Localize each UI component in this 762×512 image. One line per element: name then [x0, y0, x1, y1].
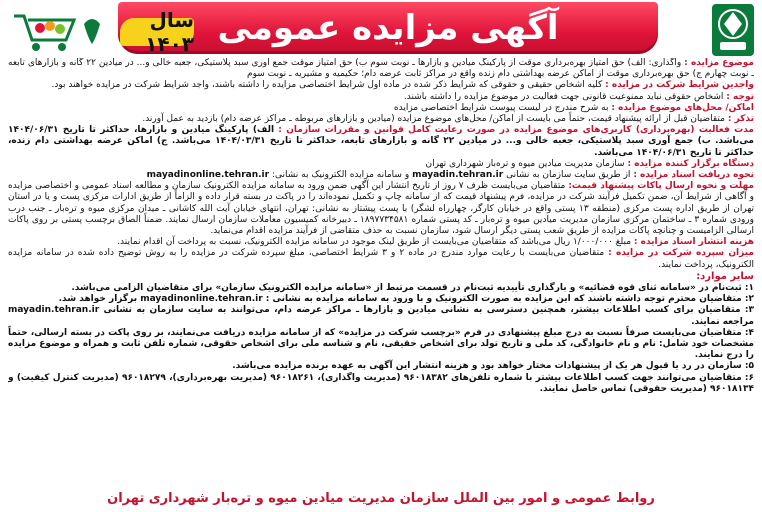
reminder-paragraph [8, 114, 754, 125]
deadline-paragraph [8, 181, 754, 237]
fee-label: هزینه انتشار اسناد مزایده : [633, 237, 754, 248]
announcement-title: آگهی مزایده عمومی [217, 8, 559, 48]
reminder-label: تذکر : [727, 114, 754, 125]
other-item: ۴: متقاضیان می‌بایست صرفاً نسبت به درج مبلغ پیشنهادی در فرم «برچسب شرکت در مزایده» که از سامانه مزایده دریافت می‌نمایند، بر روی پاکت در بسته ارسالی، حتماً مشخصات خود شامل: نام و نام خانوادگی، کد ملی و تاریخ تولد برای اشخاص حقیقی، نام و شناسه ملی برای اشخاص حقوقی، شماره تلفن ثابت و همراه و موضوع مزایده را درج نمایند. [8, 327, 754, 361]
eligibility-label: واجدین شرایط شرکت در مزایده : [605, 80, 754, 91]
footer-credit: روابط عمومی و امور بین الملل سازمان مدیریت میادین میوه و تره‌بار شهرداری تهران [107, 491, 655, 506]
deadline-label: مهلت و نحوه ارسال پاکات پیشنهاد قیمت: [568, 181, 754, 192]
documents-mid-text: و سامانه مزایده الکترونیک به نشانی: [271, 170, 410, 181]
documents-paragraph [8, 170, 754, 181]
duration-label: مدت فعالیت (بهره‌برداری) کاربری‌های موضوع مزایده در صورت رعایت کامل قوانین و مقررات سازمان : [278, 125, 754, 136]
subject-paragraph [8, 58, 754, 80]
note-paragraph [8, 92, 754, 103]
other-items-heading: سایر موارد: [696, 270, 754, 282]
shopping-cart-icon [4, 4, 114, 54]
locations-text: به شرح مندرج در لیست پیوست شرایط اختصاصی مزایده [393, 102, 609, 113]
other-item: ۲: متقاضیان محترم توجه داشته باشند که این مزایده به صورت الکترونیک و با ورود به سامانه مزایده به نشانی : mayadinonline.tehran.ir برگزار خواهد شد. [58, 294, 754, 305]
other-items-title [8, 271, 754, 283]
deposit-label: میزان سپرده شرکت در مزایده : [608, 248, 754, 259]
eligibility-text: کلیه اشخاص حقیقی و حقوقی که شرایط ذکر شده در ماده اول شرایط اختصاصی مزایده را داشته باشند، واجد شرایط شرکت در مزایده خواهند بود. [51, 80, 603, 91]
organizer-text: سازمان مدیریت میادین میوه و تره‌بار شهرداری تهران [425, 158, 625, 169]
fee-paragraph [8, 237, 754, 248]
year-badge [120, 8, 194, 56]
subject-text: واگذاری: الف) حق امتیاز بهره‌برداری موقت از پارکینگ میادین و بازارها ـ نوبت سوم ب) حق امتیاز موقت جمع آوری سبد پلاستیکی، جعبه خالی و... در میادین ۲۲ گانه و بازارهای تابعه ـ نوبت چهارم ج) حق بهره‌برداری موقت از اماکن عرضه بهداشتی دام زنده واقع در مراکز ثابت عرضه دام؛ حکیمیه و مشیریه ـ نوبت سوم [8, 58, 754, 80]
note-label: توجه : [726, 91, 754, 102]
deadline-text: متقاضیان می‌بایست ظرف ۷ روز از تاریخ انتشار این آگهی ضمن ورود به سامانه مزایده الکترونیک سازمان و مطالعه اسناد عمومی و اختصاصی مزایده و آگاهی از شرایط آن، ضمن تکمیل فرآیند شرکت در مزایده، فرم پیشنهاد قیمت که از سامانه چاپ و تکمیل نموده‌اند را در پاکت در بسته قرار داده و الزاماً از طریق ادارات مرکزی پست و یا در استان تهران از طریق اداره پست مرکزی (منطقه ۱۳ پستی واقع در خیابان کارگر، چهارراه لشگر) با پست پیشتاز به نشانی: تهران، انتهای خیابان آیت الله کاشانی ـ میدان مرکزی میوه و تره‌بار ـ جنب درب ورودی شماره ۳ ـ ساختمان مرکزی سازمان مدیریت میادین میوه و تره‌بار ـ کد پستی شماره ۱۸۹۷۷۳۴۵۸۱ ـ دبیرخانه کمیسیون معاملات سازمان ارسال نمایند. ضمناً الصاق برچسب پستی بر روی پاکات ارسالی الزامیست و چنانچه پاکات مزایده از طریق شعب پستی دیگر ارسال شود، سازمان نسبت به حذف متقاضی از فرآیند مزایده اقدام می‌نماید. [8, 181, 754, 237]
tehran-municipality-emblem-icon [710, 2, 756, 58]
other-item: ۱: ثبت‌نام در «سامانه ثنای قوه قضائیه» و بارگذاری تأییدیه ثبت‌نام در قسمت مرتبط از «سامانه مزایده الکترونیک سازمان» برای متقاضیان الزامی می‌باشد. [71, 283, 754, 294]
other-item: ۶: متقاضیان می‌توانند جهت کسب اطلاعات بیشتر با شماره تلفن‌های ۹۶۰۱۸۳۸۲ (مدیریت واگذاری)، ۹۶۰۱۸۲۶۱ (مدیریت بهره‌برداری)، ۹۶۰۱۸۲۷۹ (مدیریت کنترل کیفیت) و ۹۶۰۱۸۱۳۴ (مدیریت حقوقی) تماس حاصل نمایند. [8, 372, 754, 394]
locations-label: اماکن/ محل‌های موضوع مزایده : [611, 102, 754, 113]
reminder-text: متقاضیان قبل از ارائه پیشنهاد قیمت، حتماً می بایست از اماکن/ محل‌های موضوع مزایده (میادین و بازارهای مربوطه ـ مراکز عرضه دام) بازدید به عمل آورند. [142, 114, 725, 125]
website-link[interactable]: mayadin.tehran.ir [412, 170, 504, 181]
other-item: ۵: سازمان در رد یا قبول هر یک از پیشنهادات مختار خواهد بود و هزینه انتشار این آگهی به عهده برنده مزایده می‌باشد. [232, 361, 754, 372]
documents-text: از طریق سایت سازمان به نشانی [506, 170, 631, 181]
duration-text: الف) پارکینگ میادین و بازارها، حداکثر تا تاریخ ۱۴۰۴/۰۶/۳۱ می‌باشد. ب) جمع آوری سبد پلاستیکی، جعبه خالی و... در میادین ۲۲ گانه و بازارهای تابعه، حداکثر تا تاریخ ۱۴۰۴/۰۳/۳۱ می‌باشد. ج) اماکن عرضه بهداشتی دام زنده، حداکثر تا تاریخ ۱۴۰۴/۰۶/۳۱ می‌باشد. [8, 125, 754, 158]
year-label: سال ۱۴۰۳ [145, 8, 194, 56]
locations-paragraph [8, 103, 754, 114]
organizer-paragraph [8, 159, 754, 170]
header [0, 0, 762, 58]
note-text: اشخاص حقوقی نباید ممنوعیت قانونی جهت فعالیت در موضوع مزایده را داشته باشند. [403, 91, 724, 102]
other-item: ۳: متقاضیان برای کسب اطلاعات بیشتر، همچنین دسترسی به نشانی میادین و بازارها ـ مراکز عرضه دام، می‌توانند به سایت سازمان به نشانی mayadin.tehran.ir مراجعه نمایند. [8, 305, 754, 327]
duration-paragraph [8, 125, 754, 159]
fee-text: مبلغ ۱/۰۰۰/۰۰۰ ریال می‌باشد که متقاضیان می‌بایست از طریق لینک موجود در سامانه مزایده الکترونیک، نسبت به پرداخت آن اقدام نمایند. [117, 237, 632, 248]
deposit-text: متقاضیان می‌بایست با رعایت موارد مندرج در ماده ۲ و ۳ شرایط اختصاصی، مبلغ سپرده شرکت در مزایده را به روش توضیح داده شده در سامانه مزایده الکترونیک، پرداخت نمایند. [8, 248, 754, 270]
eligibility-paragraph [8, 80, 754, 91]
documents-label: نحوه دریافت اسناد مزایده : [633, 170, 754, 181]
announcement-title-banner [118, 2, 658, 54]
organizer-label: دستگاه برگزار کننده مزایده : [627, 158, 754, 169]
online-auction-link[interactable]: mayadinonline.tehran.ir [146, 170, 270, 181]
announcement-body [8, 58, 754, 488]
deposit-paragraph [8, 248, 754, 270]
subject-label: موضوع مزایده : [684, 58, 754, 68]
